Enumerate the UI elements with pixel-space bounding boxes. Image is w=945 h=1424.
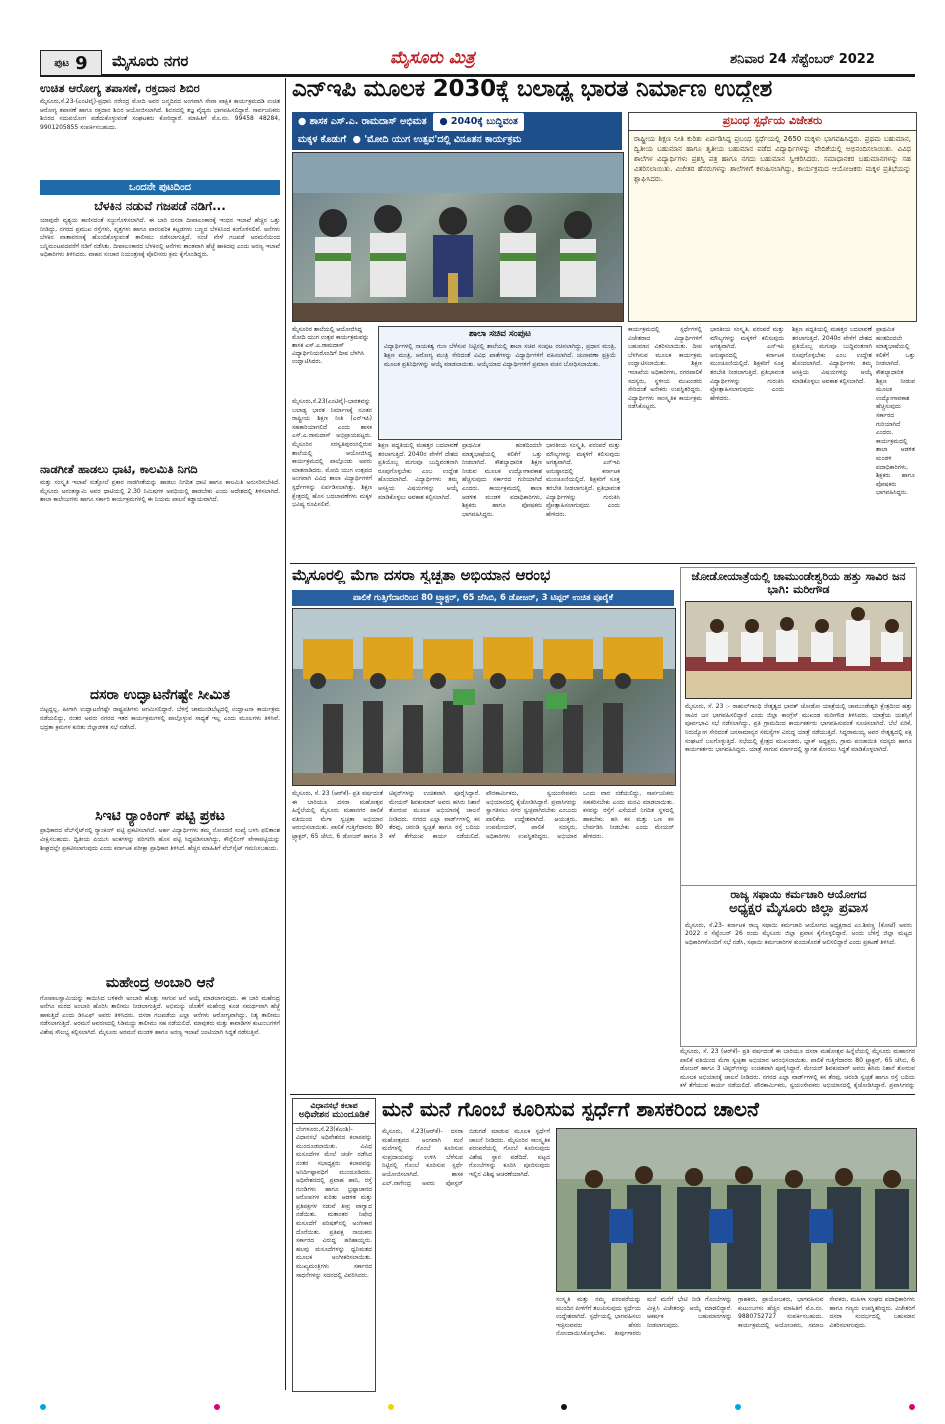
article-body: ಪ್ರಾಧಿಕಾರದ ವೆಬ್‌ಸೈಟ್‌ನಲ್ಲಿ ರ‍್ಯಾಂಕಿಂಗ್ ಪಟ್ಟಿ ಪ್ರಕಟಿಸಲಾಗಿದೆ. ಅರ್ಹ ವಿದ್ಯಾರ್ಥಿಗಳು ತಮ್ಮ ನೋಂದಣಿ ಸಂಖ್ಯೆ ಬಳಸಿ ಫಲಿತಾಂಶ ವೀಕ್ಷಿಸಬಹುದು. ದ್ವಿತೀಯ ಪಿಯುಸಿ ಅಂಕಗಳನ್ನು ಪರಿಗಣಿಸಿ ಹೊಸ ಪಟ್ಟಿ ಸಿದ್ಧಪಡಿಸಲಾಗಿದ್ದು, ಕೌನ್ಸೆಲಿಂಗ್ ವೇಳಾಪಟ್ಟಿಯನ್ನು ಶೀಘ್ರದಲ್ಲೇ ಪ್ರಕಟಿಸಲಾಗುವುದು ಎಂದು ಕರ್ನಾಟಕ ಪರೀಕ್ಷಾ ಪ್ರಾಧಿಕಾರ ತಿಳಿಸಿದೆ. ಹೆಚ್ಚಿನ ಮಾಹಿತಿಗೆ ವೆಬ್‌ಸೈಟ್ ಗಮನಿಸಬಹುದು. [40,827,280,852]
lead-body: ಶಿಕ್ಷಣ ಪದ್ಧತಿಯಲ್ಲಿ ಮಹತ್ತರ ಬದಲಾವಣೆ ತರಲಾಗುತ್ತಿದೆ. 2040ರ ವೇಳೆಗೆ ದೇಶದ ಪ್ರತಿಯೊಬ್ಬ ಮಗುವೂ ಬುದ್ಧಿವಂತನಾಗಿ ರೂಪುಗೊಳ್ಳಬೇಕು ಎಂಬ ಉದ್ದೇಶ ಹೊಂದಲಾಗಿದೆ. ವಿದ್ಯಾರ್ಥಿಗಳು ತಮ್ಮ ಆಸಕ್ತಿಯ ವಿಷಯಗಳನ್ನು ಆಯ್ಕೆ ಮಾಡಿಕೊಳ್ಳಲು ಅವಕಾಶ ಕಲ್ಪಿಸಲಾಗಿದೆ. [378,442,458,501]
students-lighting-lamp-image [293,153,623,321]
meeting-dais-image [686,602,911,698]
jodo-body: ಮೈಸೂರು, ಸೆ. 23 :- ರಾಹುಲ್‌ಗಾಂಧಿ ನೇತೃತ್ವದ ಭಾರತ್ ಜೋಡೋ ಯಾತ್ರೆಯಲ್ಲಿ ಚಾಮುಂಡೇಶ್ವರಿ ಕ್ಷೇತ್ರದಿಂದ ಹತ್ತು ಸಾವಿರ ಜನ ಭಾಗವಹಿಸಲಿದ್ದಾರೆ ಎಂದು ಜಿಲ್ಲಾ ಕಾಂಗ್ರೆಸ್ ಮುಖಂಡ ಮರೀಗೌಡ ತಿಳಿಸಿದರು. ಯಾತ್ರೆಯ ಯಶಸ್ಸಿಗೆ ಪೂರ್ವಭಾವಿ ಸಭೆ ನಡೆಸಲಾಗಿದ್ದು, ಪ್ರತಿ ಗ್ರಾಮದಿಂದ ಕಾರ್ಯಕರ್ತರು ಭಾಗವಹಿಸುವಂತೆ ಸೂಚಿಸಲಾಗಿದೆ. ಬೆಲೆ ಏರಿಕೆ, ನಿರುದ್ಯೋಗ ಸೇರಿದಂತೆ ಜನಸಾಮಾನ್ಯರ ಸಮಸ್ಯೆಗಳ ವಿರುದ್ಧ ಯಾತ್ರೆ ನಡೆಯುತ್ತಿದೆ. ಸಿದ್ದರಾಮಯ್ಯ ಅವರ ನೇತೃತ್ವದಲ್ಲಿ ಪಕ್ಷ ಸಂಘಟನೆ ಬಲಗೊಳ್ಳುತ್ತಿದೆ. ಸಭೆಯಲ್ಲಿ ಕ್ಷೇತ್ರದ ಮುಖಂಡರು, ಬ್ಲಾಕ್ ಅಧ್ಯಕ್ಷರು, ಗ್ರಾಮ ಪಂಚಾಯಿತಿ ಸದಸ್ಯರು ಹಾಗೂ ಕಾರ್ಯಕರ್ತರು ಭಾಗವಹಿಸಿದ್ದರು. ಯಾತ್ರೆ ಸಾಗುವ ಮಾರ್ಗದಲ್ಲಿ ಸ್ವಾಗತ ಕೋರಲು ಸಿದ್ಧತೆ ಮಾಡಿಕೊಳ್ಳಲಾಗಿದೆ. [685,703,912,754]
safai-body: ಮೈಸೂರು, ಸೆ.23- ಕರ್ನಾಟಕ ರಾಜ್ಯ ಸಫಾಯಿ ಕರ್ಮಚಾರಿ ಆಯೋಗದ ಅಧ್ಯಕ್ಷರಾದ ಎಂ.ಶಿವಣ್ಣ (ಕೋಟೆ) ಅವರು 2022 ರ ಸೆಪ್ಟೆಂಬರ್ 26 ರಂದು ಮೈಸೂರು ಜಿಲ್ಲಾ ಪ್ರವಾಸ ಕೈಗೊಳ್ಳಲಿದ್ದಾರೆ. ಅಂದು ಬೆಳಿಗ್ಗೆ ಜಿಲ್ಲಾ ಮಟ್ಟದ ಅಧಿಕಾರಿಗಳೊಂದಿಗೆ ಸಭೆ ನಡೆಸಿ, ಸಫಾಯಿ ಕರ್ಮಚಾರಿಗಳ ಕುಂದುಕೊರತೆ ಆಲಿಸಲಿದ್ದಾರೆ ಎಂದು ಪ್ರಕಟಣೆ ತಿಳಿಸಿದೆ. [685,921,912,947]
lead-photo [292,152,624,322]
lead-subhead: ಮಕ್ಕಳ ಕೊಡುಗೆ [298,134,346,145]
gombe-photo [556,1128,917,1292]
photo-caption: ಮೈಸೂರಿನ ಶಾಲೆಯಲ್ಲಿ ಆಯೋಜಿಸಿದ್ದ ಮೋದಿ ಯುಗ ಉತ್ಸವ ಕಾರ್ಯಕ್ರಮವನ್ನು ಶಾಸಕ ಎಸ್.ಎ.ರಾಮದಾಸ್ ವಿದ್ಯಾರ್ಥಿನಿಯರೊಂದಿಗೆ ದೀಪ ಬೆಳಗಿಸಿ ಉದ್ಘಾಟಿಸಿದರು. [292,326,369,365]
column-divider [285,78,286,1390]
article-title: ದಸರಾ ಉದ್ಘಾಟನೆಗಷ್ಟೇ ಸೀಮಿತ [89,687,231,704]
lead-body: ಭಾರತೀಯ ಸಂಸ್ಕೃತಿ, ಪರಂಪರೆ ಮತ್ತು ಮೌಲ್ಯಗಳನ್ನು ಮಕ್ಕಳಿಗೆ ಕಲಿಸುವುದು ಅಗತ್ಯವಾಗಿದೆ. ಎನ್‌ಇಪಿ ಅನುಷ್ಠಾನದಲ್ಲಿ ಕರ್ನಾಟಕ ಮುಂಚೂಣಿಯಲ್ಲಿದೆ. ಶಿಕ್ಷಕರಿಗೆ ಸೂಕ್ತ ತರಬೇತಿ ನೀಡಲಾಗುತ್ತಿದೆ. ಪ್ರತಿಭಾವಂತ ವಿದ್ಯಾರ್ಥಿಗಳನ್ನು ಗುರುತಿಸಿ ಪ್ರೋತ್ಸಾಹಿಸಲಾಗುವುದು ಎಂದು ಹೇಳಿದರು. [710,326,784,402]
dasara-body: ಮೈಸೂರು, ಸೆ. 23 (ಆರ್‌ಕೆ)- ಪ್ರತಿ ವರ್ಷದಂತೆ ಈ ಬಾರಿಯೂ ದಸರಾ ಮಹೋತ್ಸವ ಹಿನ್ನೆಲೆಯಲ್ಲಿ ಮೈಸೂರು ಮಹಾನಗರ ಪಾಲಿಕೆ ವತಿಯಿಂದ ಮೆಗಾ ಸ್ವಚ್ಛತಾ ಅಭಿಯಾನ ಆರಂಭಿಸಲಾಯಿತು. ಪಾಲಿಕೆ ಗುತ್ತಿಗೆದಾರರು 80 ಟ್ರ್ಯಾಕ್ಟರ್, 65 ಜೆಸಿಬಿ, 6 ಡೋಜರ್ ಹಾಗೂ 3 ಟಿಪ್ಪರ್‌ಗಳನ್ನು ಉಚಿತವಾಗಿ ಪೂರೈಸಿದ್ದಾರೆ. ಮೇಯರ್ ಶಿವಕುಮಾರ್ ಅವರು ಹಸಿರು ನಿಶಾನೆ ತೋರುವ ಮೂಲಕ ಅಭಿಯಾನಕ್ಕೆ ಚಾಲನೆ ನೀಡಿದರು. ನಗರದ ಎಲ್ಲಾ ವಾರ್ಡ್‌ಗಳಲ್ಲಿ ಕಸ ತೆರವು, ಚರಂಡಿ ಸ್ವಚ್ಛತೆ ಹಾಗೂ ರಸ್ತೆ ಬದಿಯ ಕಳೆ ತೆಗೆಯುವ ಕಾರ್ಯ ನಡೆಯಲಿದೆ. ಪೌರಕಾರ್ಮಿಕರು, ಸ್ವಯಂಸೇವಕರು ಅಭಿಯಾನದಲ್ಲಿ ಕೈಜೋಡಿಸಿದ್ದಾರೆ. ಪ್ರವಾಸಿಗರನ್ನು ಸ್ವಾಗತಿಸಲು ನಗರ ಸ್ವಚ್ಛವಾಗಿರಬೇಕು ಎಂಬುದು ಪಾಲಿಕೆಯ ಉದ್ದೇಶವಾಗಿದೆ. ಆಯುಕ್ತರು, ಉಪಮೇಯರ್, ಪಾಲಿಕೆ ಸದಸ್ಯರು, ಅಧಿಕಾರಿಗಳು ಉಪಸ್ಥಿತರಿದ್ದರು. ಅಭಿಯಾನ ಒಂದು ವಾರ ನಡೆಯಲಿದ್ದು, ಸಾರ್ವಜನಿಕರು ಸಹಕರಿಸಬೇಕು ಎಂದು ಮನವಿ ಮಾಡಲಾಯಿತು. ಕಸವನ್ನು ರಸ್ತೆಗೆ ಎಸೆಯದೆ ನಿಗದಿತ ಸ್ಥಳದಲ್ಲಿ ಹಾಕಬೇಕು. ಹಸಿ ಕಸ ಮತ್ತು ಒಣ ಕಸ ಬೇರ್ಪಡಿಸಿ ನೀಡಬೇಕು ಎಂದು ಮೇಯರ್ ಹೇಳಿದರು. [292,790,674,840]
continued-band: ಒಂದನೇ ಪುಟದಿಂದ [40,180,280,195]
article-title: ನಾಡಗೀತೆ ಹಾಡಲು ಧಾಟಿ, ಕಾಲಮಿತಿ ನಿಗದಿ [40,462,198,477]
page-number-badge [40,50,102,76]
article-title: ಉಚಿತ ಆರೋಗ್ಯ ತಪಾಸಣೆ, ರಕ್ತದಾನ ಶಿಬಿರ [40,81,200,95]
assembly-kicker: ವಿಧಾನಸಭೆ ಕಲಾಪ [310,1101,358,1110]
issue-date: ಶನಿವಾರ 24 ಸೆಪ್ಟೆಂಬರ್ 2022 [730,52,875,67]
gombe-body: ಸಂಸ್ಕೃತಿ ಮತ್ತು ನಮ್ಮ ಪರಂಪರೆಯನ್ನು ಮುಂದಿನ ಪೀಳಿಗೆಗೆ ತಲುಪಿಸುವುದು ಸ್ಪರ್ಧೆಯ ಉದ್ದೇಶವಾಗಿದೆ. ಸ್ಪರ್ಧೆಯಲ್ಲಿ ಭಾಗವಹಿಸಲು ಇಚ್ಛಿಸುವವರು ಹೆಸರು ನೋಂದಾಯಿಸಿಕೊಳ್ಳಬೇಕು. ತೀರ್ಪುಗಾರರು ಮನೆ ಮನೆಗೆ ಭೇಟಿ ನೀಡಿ ಗೊಂಬೆಗಳನ್ನು ವೀಕ್ಷಿಸಿ ವಿಜೇತರನ್ನು ಆಯ್ಕೆ ಮಾಡಲಿದ್ದಾರೆ. ಆಕರ್ಷಕ ಬಹುಮಾನಗಳನ್ನು ನೀಡಲಾಗುವುದು. [556,1296,732,1338]
page-number: 9 [75,52,88,74]
dasara-subhead: ಪಾಲಿಕೆ ಗುತ್ತಿಗೆದಾರರಿಂದ 80 ಟ್ರ್ಯಾಕ್ಟರ್, 65 ಜೆಸಿಬಿ, 6 ಡೋಜರ್, 3 ಟಿಪ್ಪರ್ ಉಚಿತ ಪೂರೈಕೆ [292,590,674,606]
lead-subhead: ● 2040ಕ್ಕೆ ಬುದ್ಧಿವಂತ [433,113,524,131]
assembly-body: ಬೆಂಗಳೂರು,ಸೆ.23(ಕೆಎಂಶಿ)- ವಿಧಾನಸಭೆ ಅಧಿವೇಶನದ ಕಲಾಪವನ್ನು ಮುಂದೂಡಲಾಯಿತು. ವಿವಿಧ ಮಸೂದೆಗಳ ಮೇಲೆ ಚರ್ಚೆ ನಡೆಸಿದ ನಂತರ ಸಭಾಧ್ಯಕ್ಷರು ಕಲಾಪವನ್ನು ಅನಿರ್ದಿಷ್ಟಾವಧಿಗೆ ಮುಂದೂಡಿದರು. ಅಧಿವೇಶನದಲ್ಲಿ ಪ್ರವಾಹ ಹಾನಿ, ರಸ್ತೆ ಗುಂಡಿಗಳು ಹಾಗೂ ಭ್ರಷ್ಟಾಚಾರದ ಆರೋಪಗಳ ಕುರಿತು ಆಡಳಿತ ಮತ್ತು ಪ್ರತಿಪಕ್ಷಗಳ ನಡುವೆ ತೀವ್ರ ವಾಗ್ವಾದ ನಡೆಯಿತು. ಮತಾಂತರ ನಿಷೇಧ ಮಸೂದೆಗೆ ಪರಿಷತ್‌ನಲ್ಲಿ ಅಂಗೀಕಾರ ದೊರೆಯಿತು. ಪ್ರತಿಪಕ್ಷ ನಾಯಕರು ಸರ್ಕಾರದ ವಿರುದ್ಧ ಹರಿಹಾಯ್ದರು. ಹಲವು ಮಸೂದೆಗಳನ್ನು ಧ್ವನಿಮತದ ಮೂಲಕ ಅಂಗೀಕರಿಸಲಾಯಿತು. ಮುಖ್ಯಮಂತ್ರಿಗಳು ಸರ್ಕಾರದ ಸಾಧನೆಗಳನ್ನು ಸದನದಲ್ಲಿ ವಿವರಿಸಿದರು. [296,1125,372,1279]
dasara-body-continued: ಮೈಸೂರು, ಸೆ. 23 (ಆರ್‌ಕೆ)- ಪ್ರತಿ ವರ್ಷದಂತೆ ಈ ಬಾರಿಯೂ ದಸರಾ ಮಹೋತ್ಸವ ಹಿನ್ನೆಲೆಯಲ್ಲಿ ಮೈಸೂರು ಮಹಾನಗರ ಪಾಲಿಕೆ ವತಿಯಿಂದ ಮೆಗಾ ಸ್ವಚ್ಛತಾ ಅಭಿಯಾನ ಆರಂಭಿಸಲಾಯಿತು. ಪಾಲಿಕೆ ಗುತ್ತಿಗೆದಾರರು 80 ಟ್ರ್ಯಾಕ್ಟರ್, 65 ಜೆಸಿಬಿ, 6 ಡೋಜರ್ ಹಾಗೂ 3 ಟಿಪ್ಪರ್‌ಗಳನ್ನು ಉಚಿತವಾಗಿ ಪೂರೈಸಿದ್ದಾರೆ. ಮೇಯರ್ ಶಿವಕುಮಾರ್ ಅವರು ಹಸಿರು ನಿಶಾನೆ ತೋರುವ ಮೂಲಕ ಅಭಿಯಾನಕ್ಕೆ ಚಾಲನೆ ನೀಡಿದರು. ನಗರದ ಎಲ್ಲಾ ವಾರ್ಡ್‌ಗಳಲ್ಲಿ ಕಸ ತೆರವು, ಚರಂಡಿ ಸ್ವಚ್ಛತೆ ಹಾಗೂ ರಸ್ತೆ ಬದಿಯ ಕಳೆ ತೆಗೆಯುವ ಕಾರ್ಯ ನಡೆಯಲಿದೆ. ಪೌರಕಾರ್ಮಿಕರು, ಸ್ವಯಂಸೇವಕರು ಅಭಿಯಾನದಲ್ಲಿ ಕೈಜೋಡಿಸಿದ್ದಾರೆ. ಪ್ರವಾಸಿಗರನ್ನು [680,1048,915,1090]
sidebar-body: ರಾಷ್ಟ್ರೀಯ ಶಿಕ್ಷಣ ನೀತಿ ಕುರಿತು ಏರ್ಪಡಿಸಿದ್ದ ಪ್ರಬಂಧ ಸ್ಪರ್ಧೆಯಲ್ಲಿ 2650 ಮಕ್ಕಳು ಭಾಗವಹಿಸಿದ್ದರು. ಪ್ರಥಮ ಬಹುಮಾನ, ದ್ವಿತೀಯ ಬಹುಮಾನ ಹಾಗೂ ತೃತೀಯ ಬಹುಮಾನ ಪಡೆದ ವಿದ್ಯಾರ್ಥಿಗಳನ್ನು ವೇದಿಕೆಯಲ್ಲಿ ಅಭಿನಂದಿಸಲಾಯಿತು. ವಿವಿಧ ಶಾಲೆಗಳ ವಿದ್ಯಾರ್ಥಿಗಳು ಪ್ರಶಸ್ತಿ ಪತ್ರ ಹಾಗೂ ನಗದು ಬಹುಮಾನ ಸ್ವೀಕರಿಸಿದರು. ಸಮಾಧಾನಕರ ಬಹುಮಾನಗಳನ್ನು ಸಹ ವಿತರಿಸಲಾಯಿತು. ವಿಜೇತರ ಹೆಸರುಗಳನ್ನು ಶಾಲೆಗಳಿಗೆ ಕಳುಹಿಸಲಾಗಿದ್ದು, ಕಾರ್ಯಕ್ರಮದ ಆಯೋಜಕರು ಮಕ್ಕಳ ಪ್ರತಿಭೆಯನ್ನು ಶ್ಲಾಘಿಸಿದರು. [634,134,911,183]
masthead: ಮೈಸೂರು ಮಿತ್ರ [390,48,475,68]
inset-body: ವಿದ್ಯಾರ್ಥಿಗಳಲ್ಲಿ ನಾಯಕತ್ವ ಗುಣ ಬೆಳೆಸುವ ನಿಟ್ಟಿನಲ್ಲಿ ಶಾಲೆಯಲ್ಲಿ ಶಾಲಾ ಸಚಿವ ಸಂಪುಟ ರಚಿಸಲಾಗಿದ್ದು, ಪ್ರಧಾನ ಮಂತ್ರಿ, ಶಿಕ್ಷಣ ಮಂತ್ರಿ, ಆರೋಗ್ಯ ಮಂತ್ರಿ ಸೇರಿದಂತೆ ವಿವಿಧ ಖಾತೆಗಳನ್ನು ವಿದ್ಯಾರ್ಥಿಗಳಿಗೆ ವಹಿಸಲಾಗಿದೆ. ಚುನಾವಣಾ ಪ್ರಕ್ರಿಯೆ ಮೂಲಕ ಪ್ರತಿನಿಧಿಗಳನ್ನು ಆಯ್ಕೆ ಮಾಡಲಾಯಿತು. ಆಯ್ಕೆಯಾದ ವಿದ್ಯಾರ್ಥಿಗಳಿಗೆ ಪ್ರಮಾಣ ವಚನ ಬೋಧಿಸಲಾಯಿತು. [384,343,616,368]
jodo-article [680,567,917,1047]
jodo-headline: ಜೋಡೋಯಾತ್ರೆಯಲ್ಲಿ ಚಾಮುಂಡೇಶ್ವರಿಯ ಹತ್ತು ಸಾವಿರ ಜನ ಭಾಗಿ: ಮರೀಗೌಡ [691,570,906,596]
section-title: ಮೈಸೂರು ನಗರ [112,52,189,70]
section-divider [290,1094,915,1095]
dasara-photo [292,608,676,786]
lead-body: ಭಾರತೀಯ ಸಂಸ್ಕೃತಿ, ಪರಂಪರೆ ಮತ್ತು ಮೌಲ್ಯಗಳನ್ನು ಮಕ್ಕಳಿಗೆ ಕಲಿಸುವುದು ಅಗತ್ಯವಾಗಿದೆ. ಎನ್‌ಇಪಿ ಅನುಷ್ಠಾನದಲ್ಲಿ ಕರ್ನಾಟಕ ಮುಂಚೂಣಿಯಲ್ಲಿದೆ. ಶಿಕ್ಷಕರಿಗೆ ಸೂಕ್ತ ತರಬೇತಿ ನೀಡಲಾಗುತ್ತಿದೆ. ಪ್ರತಿಭಾವಂತ ವಿದ್ಯಾರ್ಥಿಗಳನ್ನು ಗುರುತಿಸಿ ಪ್ರೋತ್ಸಾಹಿಸಲಾಗುವುದು ಎಂದು ಹೇಳಿದರು. [546,442,620,518]
section-divider [290,563,915,564]
lead-body: ಪ್ರಾಥಮಿಕ ಹಂತದಿಂದಲೇ ಮಾತೃಭಾಷೆಯಲ್ಲಿ ಕಲಿಕೆಗೆ ಒತ್ತು ನೀಡಲಾಗಿದೆ. ಕೌಶಲ್ಯಾಧಾರಿತ ಶಿಕ್ಷಣ ನೀಡುವ ಮೂಲಕ ಉದ್ಯೋಗಾವಕಾಶ ಹೆಚ್ಚಿಸುವುದು ಸರ್ಕಾರದ ಗುರಿಯಾಗಿದೆ ಎಂದರು. ಕಾರ್ಯಕ್ರಮದಲ್ಲಿ ಶಾಲಾ ಆಡಳಿತ ಮಂಡಳಿ ಪದಾಧಿಕಾರಿಗಳು, ಶಿಕ್ಷಕರು ಹಾಗೂ ಪೋಷಕರು ಭಾಗವಹಿಸಿದ್ದರು. [462,442,542,518]
gombe-body: ಮೈಸೂರು, ಸೆ.23(ಆರ್‌ಕೆ)- ದಸರಾ ಮಹೋತ್ಸವದ ಅಂಗವಾಗಿ ಮನೆ ಮನೆಗಳಲ್ಲಿ ಗೊಂಬೆ ಕೂರಿಸುವ ಸಂಪ್ರದಾಯವನ್ನು ಉಳಿಸಿ ಬೆಳೆಸುವ ನಿಟ್ಟಿನಲ್ಲಿ ಗೊಂಬೆ ಕೂರಿಸುವ ಸ್ಪರ್ಧೆ ಆಯೋಜಿಸಲಾಗಿದೆ. ಶಾಸಕ ಎಲ್.ನಾಗೇಂದ್ರ ಅವರು ಪೋಸ್ಟರ್ ಬಿಡುಗಡೆ ಮಾಡುವ ಮೂಲಕ ಸ್ಪರ್ಧೆಗೆ ಚಾಲನೆ ನೀಡಿದರು. ಮೈಸೂರಿನ ಸಾಂಸ್ಕೃತಿಕ ಪರಂಪರೆಯಲ್ಲಿ ಗೊಂಬೆ ಕೂರಿಸುವುದು ವಿಶೇಷ ಸ್ಥಾನ ಪಡೆದಿದೆ. ಪಟ್ಟದ ಗೊಂಬೆಗಳನ್ನು ಕೂರಿಸಿ ಪೂಜಿಸುವುದು ಇಲ್ಲಿನ ವಿಶಿಷ್ಟ ಆಚರಣೆಯಾಗಿದೆ. [382,1128,550,1187]
article-body: ಬಿಟ್ಟದ್ದಲ್ಲ. ಹೀಗಾಗಿ ಉದ್ಘಾಟನೆಗಷ್ಟೇ ರಾಷ್ಟ್ರಪತಿಗಳು ಆಗಮಿಸಲಿದ್ದಾರೆ. ಬೆಳಿಗ್ಗೆ ಚಾಮುಂಡಿಬೆಟ್ಟದಲ್ಲಿ ಉದ್ಘಾಟನಾ ಕಾರ್ಯಕ್ರಮ ನಡೆಯಲಿದ್ದು, ನಂತರ ಅವರು ನಗರದ ಇತರ ಕಾರ್ಯಕ್ರಮಗಳಲ್ಲಿ ಪಾಲ್ಗೊಳ್ಳುವ ಸಾಧ್ಯತೆ ಇಲ್ಲ ಎಂದು ಮೂಲಗಳು ತಿಳಿಸಿವೆ. ಭದ್ರತಾ ಕ್ರಮಗಳ ಕುರಿತು ಜಿಲ್ಲಾಡಳಿತ ಸಭೆ ನಡೆಸಿದೆ. [40,706,280,731]
safai-headline-line: ರಾಜ್ಯ ಸಫಾಯಿ ಕರ್ಮಚಾರಿ ಆಯೋಗದ [730,888,867,902]
article-body: ಮತ್ತು ಸಂಸ್ಕೃತಿ ಇಲಾಖೆ ಸುತ್ತೋಲೆ ಪ್ರಕಾರ ನಾಡಗೀತೆಯನ್ನು ಹಾಡಲು ನಿಗದಿತ ಧಾಟಿ ಹಾಗೂ ಕಾಲಮಿತಿ ಅನುಸರಿಸಬೇಕಿದೆ. ಮೈಸೂರು ಅನಂತಸ್ವಾಮಿ ಅವರ ಧಾಟಿಯಲ್ಲಿ 2.30 ನಿಮಿಷಗಳ ಅವಧಿಯಲ್ಲಿ ಹಾಡಬೇಕು ಎಂದು ಆದೇಶದಲ್ಲಿ ತಿಳಿಸಲಾಗಿದೆ. ಶಾಲಾ ಕಾಲೇಜುಗಳು ಹಾಗೂ ಸರ್ಕಾರಿ ಕಾರ್ಯಕ್ರಮಗಳಲ್ಲಿ ಈ ನಿಯಮ ಪಾಲನೆ ಕಡ್ಡಾಯವಾಗಿದೆ. [40,479,280,504]
safai-headline-line: ಅಧ್ಯಕ್ಷರ ಮೈಸೂರು ಜಿಲ್ಲಾ ಪ್ರವಾಸ [729,900,868,916]
article-title: ಮಹೇಂದ್ರ ಅಂಬಾರಿ ಆನೆ [105,975,215,992]
article-title: ಬೆಳಕಿನ ನಡುವೆ ಗಜಪಡೆ ನಡಿಗೆ... [94,199,226,214]
poster-release-image [557,1129,916,1291]
lead-subhead: ● ಶಾಸಕ ಎಸ್.ಎ. ರಾಮದಾಸ್ ಅಭಿಮತ [298,116,427,127]
inset-title: ಶಾಲಾ ಸಚಿವ ಸಂಪುಟ [469,329,531,339]
assembly-brief [292,1098,376,1392]
assembly-headline: ಅಧಿವೇಶನ ಮುಂದೂಡಿಕೆ [293,1110,375,1123]
essay-winners-sidebar [628,112,917,322]
lead-subhead: ● 'ಮೋದಿ ಯುಗ ಉತ್ಸವ'ದಲ್ಲಿ ವಿನೂತನ ಕಾರ್ಯಕ್ರಮ [352,134,522,145]
article-title: ಸಿಇಟಿ ರ‍್ಯಾಂಕಿಂಗ್ ಪಟ್ಟಿ ಪ್ರಕಟ [95,808,225,825]
left-column [40,82,280,1323]
article-body: ಮೈಸೂರು,ಸೆ.23-(ಎಂಟಿವೈ)-ಪ್ರಧಾನಿ ನರೇಂದ್ರ ಮೋದಿ ಅವರ ಜನ್ಮದಿನದ ಅಂಗವಾಗಿ ಸೇವಾ ಪಾಕ್ಷಿಕ ಕಾರ್ಯಕ್ರಮದಡಿ ಉಚಿತ ಆರೋಗ್ಯ ತಪಾಸಣೆ ಹಾಗೂ ರಕ್ತದಾನ ಶಿಬಿರ ಆಯೋಜಿಸಲಾಗಿದೆ. ಶಿಬಿರದಲ್ಲಿ ತಜ್ಞ ವೈದ್ಯರು ಭಾಗವಹಿಸಲಿದ್ದಾರೆ. ಸಾರ್ವಜನಿಕರು ಶಿಬಿರದ ಸದುಪಯೋಗ ಪಡೆದುಕೊಳ್ಳುವಂತೆ ಸಂಘಟಕರು ಕೋರಿದ್ದಾರೆ. ಮಾಹಿತಿಗೆ ಮೊ.ನಂ. 99458 48284, 9901205855 ಸಂಪರ್ಕಿಸಬಹುದು. [40,98,280,131]
safai-headline [681,885,916,920]
gombe-headline: ಮನೆ ಮನೆ ಗೊಂಬೆ ಕೂರಿಸುವ ಸ್ಪರ್ಧೆಗೆ ಶಾಸಕರಿಂದ ಚಾಲನೆ [382,1098,759,1121]
article-body: ಗೋಪಾಲಸ್ವಾಮಿಯನ್ನು ಕಾಯಿಸಿದ ಬಳಿಕವೇ ಅಂಬಾರಿ ಹೊತ್ತು ಸಾಗುವ ಆನೆ ಆಯ್ಕೆ ಮಾಡಲಾಗುವುದು. ಈ ಬಾರಿ ಮಹೇಂದ್ರ ಆನೆಗೂ ಮರದ ಅಂಬಾರಿ ಹೊರಿಸಿ ತಾಲೀಮು ನೀಡಲಾಗುತ್ತಿದೆ. ಅಭಿಮನ್ಯು ಜೊತೆಗೆ ಮಹೇಂದ್ರ ಕೂಡ ಸಮರ್ಥವಾಗಿ ಹೆಜ್ಜೆ ಹಾಕುತ್ತಿದೆ ಎಂದು ಡಿಸಿಎಫ್ ಅವರು ತಿಳಿಸಿದರು. ದಸರಾ ಗಜಪಡೆಯ ಎಲ್ಲಾ ಆನೆಗಳು ಆರೋಗ್ಯವಾಗಿದ್ದು, ನಿತ್ಯ ತಾಲೀಮು ನಡೆಸಲಾಗುತ್ತಿದೆ. ಅರಮನೆ ಆವರಣದಲ್ಲಿ ಸಿಡಿಮದ್ದು ತಾಲೀಮು ಸಹ ನಡೆಯಲಿದೆ. ಮಾವುತರು ಮತ್ತು ಕಾವಾಡಿಗಳ ಕುಟುಂಬಗಳಿಗೆ ವಿಶೇಷ ಸೌಲಭ್ಯ ಕಲ್ಪಿಸಲಾಗಿದೆ. ಮೈಸೂರು ಅರಮನೆ ಮಂಡಳಿ ಹಾಗೂ ಅರಣ್ಯ ಇಲಾಖೆ ಜಂಟಿಯಾಗಿ ಸಿದ್ಧತೆ ನಡೆಸುತ್ತಿವೆ. [40,994,280,1036]
lead-body: ಪ್ರಾಥಮಿಕ ಹಂತದಿಂದಲೇ ಮಾತೃಭಾಷೆಯಲ್ಲಿ ಕಲಿಕೆಗೆ ಒತ್ತು ನೀಡಲಾಗಿದೆ. ಕೌಶಲ್ಯಾಧಾರಿತ ಶಿಕ್ಷಣ ನೀಡುವ ಮೂಲಕ ಉದ್ಯೋಗಾವಕಾಶ ಹೆಚ್ಚಿಸುವುದು ಸರ್ಕಾರದ ಗುರಿಯಾಗಿದೆ ಎಂದರು. ಕಾರ್ಯಕ್ರಮದಲ್ಲಿ ಶಾಲಾ ಆಡಳಿತ ಮಂಡಳಿ ಪದಾಧಿಕಾರಿಗಳು, ಶಿಕ್ಷಕರು ಹಾಗೂ ಪೋಷಕರು ಭಾಗವಹಿಸಿದ್ದರು. [876,326,915,497]
lead-subheads [292,112,622,150]
registration-marks [40,1404,915,1412]
dasara-headline: ಮೈಸೂರಲ್ಲಿ ಮೆಗಾ ದಸರಾ ಸ್ವಚ್ಛತಾ ಅಭಿಯಾನ ಆರಂಭ [292,567,551,584]
sidebar-title: ಪ್ರಬಂಧ ಸ್ಪರ್ಧೆಯ ವಿಜೇತರು [629,113,916,131]
article-body: ಯಾವುದೇ ವ್ಯತ್ಯಯ ಕಾಣಿಸದಂತೆ ಸಜ್ಜುಗೊಳಿಸಲಾಗಿದೆ. ಈ ಬಾರಿ ದಸರಾ ದೀಪಾಲಂಕಾರಕ್ಕೆ ಇಂಧನ ಇಲಾಖೆ ಹೆಚ್ಚಿನ ಒತ್ತು ನೀಡಿದ್ದು, ನಗರದ ಪ್ರಮುಖ ರಸ್ತೆಗಳು, ವೃತ್ತಗಳು ಹಾಗೂ ಪಾರಂಪರಿಕ ಕಟ್ಟಡಗಳು ಬಣ್ಣದ ಬೆಳಕಿನಿಂದ ಕಂಗೊಳಿಸಲಿವೆ. ಆನೆಗಳು ಬೆಳಕಿನ ವಾತಾವರಣಕ್ಕೆ ಹೊಂದಿಕೊಳ್ಳುವಂತೆ ತಾಲೀಮು ನಡೆಸಲಾಗುತ್ತಿದೆ. ಸಂಜೆ ವೇಳೆ ಗಜಪಡೆ ಅರಮನೆಯಿಂದ ಬನ್ನಿಮಂಟಪದವರೆಗೆ ನಡಿಗೆ ನಡೆಸಿತು. ದೀಪಾಲಂಕಾರದ ಬೆಳಕಿನಲ್ಲಿ ಆನೆಗಳು ಶಾಂತವಾಗಿ ಹೆಜ್ಜೆ ಹಾಕಿದವು ಎಂದು ಅರಣ್ಯ ಇಲಾಖೆ ಅಧಿಕಾರಿಗಳು ತಿಳಿಸಿದರು. ವಾಹನ ಸಂಚಾರ ನಿಯಂತ್ರಣಕ್ಕೆ ಪೊಲೀಸರು ಕ್ರಮ ಕೈಗೊಂಡಿದ್ದರು. [40,217,280,259]
school-cabinet-inset [378,326,622,440]
page-label: ಪುಟ [54,57,70,69]
tractors-and-officials-image [293,609,675,785]
lead-body: ಶಿಕ್ಷಣ ಪದ್ಧತಿಯಲ್ಲಿ ಮಹತ್ತರ ಬದಲಾವಣೆ ತರಲಾಗುತ್ತಿದೆ. 2040ರ ವೇಳೆಗೆ ದೇಶದ ಪ್ರತಿಯೊಬ್ಬ ಮಗುವೂ ಬುದ್ಧಿವಂತನಾಗಿ ರೂಪುಗೊಳ್ಳಬೇಕು ಎಂಬ ಉದ್ದೇಶ ಹೊಂದಲಾಗಿದೆ. ವಿದ್ಯಾರ್ಥಿಗಳು ತಮ್ಮ ಆಸಕ್ತಿಯ ವಿಷಯಗಳನ್ನು ಆಯ್ಕೆ ಮಾಡಿಕೊಳ್ಳಲು ಅವಕಾಶ ಕಲ್ಪಿಸಲಾಗಿದೆ. [792,326,872,385]
jodo-photo [685,601,912,699]
lead-body: ಮೈಸೂರು,ಸೆ.23(ಎಂಟಿವೈ)-ಭಾರತವನ್ನು ಬಲಾಢ್ಯ ಭಾರತ ನಿರ್ಮಾಣಕ್ಕೆ ನೂತನ ರಾಷ್ಟ್ರೀಯ ಶಿಕ್ಷಣ ನೀತಿ (ಎನ್‌ಇಪಿ) ಸಹಕಾರಿಯಾಗಲಿದೆ ಎಂದು ಶಾಸಕ ಎಸ್.ಎ.ರಾಮದಾಸ್ ಅಭಿಪ್ರಾಯಪಟ್ಟರು. ಮೈಸೂರಿನ ಸರಸ್ವತಿಪುರಂನಲ್ಲಿರುವ ಶಾಲೆಯಲ್ಲಿ ಆಯೋಜಿಸಿದ್ದ ಕಾರ್ಯಕ್ರಮದಲ್ಲಿ ಪಾಲ್ಗೊಂಡು ಅವರು ಮಾತನಾಡಿದರು. ಮೋದಿ ಯುಗ ಉತ್ಸವದ ಅಂಗವಾಗಿ ವಿವಿಧ ಶಾಲಾ ವಿದ್ಯಾರ್ಥಿಗಳಿಗೆ ಸ್ಪರ್ಧೆಗಳನ್ನು ಏರ್ಪಡಿಸಲಾಗಿತ್ತು. ಶಿಕ್ಷಣ ಕ್ಷೇತ್ರದಲ್ಲಿ ಹೊಸ ಬದಲಾವಣೆಗಳು ಮಕ್ಕಳ ಭವಿಷ್ಯ ರೂಪಿಸಲಿವೆ. [292,398,372,509]
lead-headline: ಎನ್‌ಇಪಿ ಮೂಲಕ 2030ಕ್ಕೆ ಬಲಾಢ್ಯ ಭಾರತ ನಿರ್ಮಾಣ ಉದ್ದೇಶ [292,76,773,102]
lead-body: ಕಾರ್ಯಕ್ರಮದಲ್ಲಿ ಸ್ಪರ್ಧೆಗಳಲ್ಲಿ ವಿಜೇತರಾದ ವಿದ್ಯಾರ್ಥಿಗಳಿಗೆ ಬಹುಮಾನ ವಿತರಿಸಲಾಯಿತು. ದೀಪ ಬೆಳಗಿಸುವ ಮೂಲಕ ಕಾರ್ಯಕ್ರಮ ಉದ್ಘಾಟಿಸಲಾಯಿತು. ಶಿಕ್ಷಣ ಇಲಾಖೆಯ ಅಧಿಕಾರಿಗಳು, ನಗರಪಾಲಿಕೆ ಸದಸ್ಯರು, ಸ್ಥಳೀಯ ಮುಖಂಡರು ಸೇರಿದಂತೆ ಅನೇಕರು ಉಪಸ್ಥಿತರಿದ್ದರು. ವಿದ್ಯಾರ್ಥಿಗಳು ಸಾಂಸ್ಕೃತಿಕ ಕಾರ್ಯಕ್ರಮ ನಡೆಸಿಕೊಟ್ಟರು. [628,326,702,411]
gombe-body: ಗ್ರಾಹಕರು, ಪ್ರಾಯೋಜಕರು, ಭಾಗವಹಿಸುವ ಕುಟುಂಬಗಳು ಹೆಚ್ಚಿನ ಮಾಹಿತಿಗೆ ಮೊ.ನಂ. 9880752727 ಸಂಪರ್ಕಿಸಬಹುದು. ಕಾರ್ಯಕ್ರಮದಲ್ಲಿ ಆಯೋಜಕರು, ಸಮಾಜ ಸೇವಕರು, ಮಹಿಳಾ ಸಂಘದ ಪದಾಧಿಕಾರಿಗಳು ಹಾಗೂ ಗಣ್ಯರು ಉಪಸ್ಥಿತರಿದ್ದರು. ವಿಜೇತರಿಗೆ ದಸರಾ ಸಂದರ್ಭದಲ್ಲಿ ಬಹುಮಾನ ವಿತರಿಸಲಾಗುವುದು. [738,1296,915,1329]
